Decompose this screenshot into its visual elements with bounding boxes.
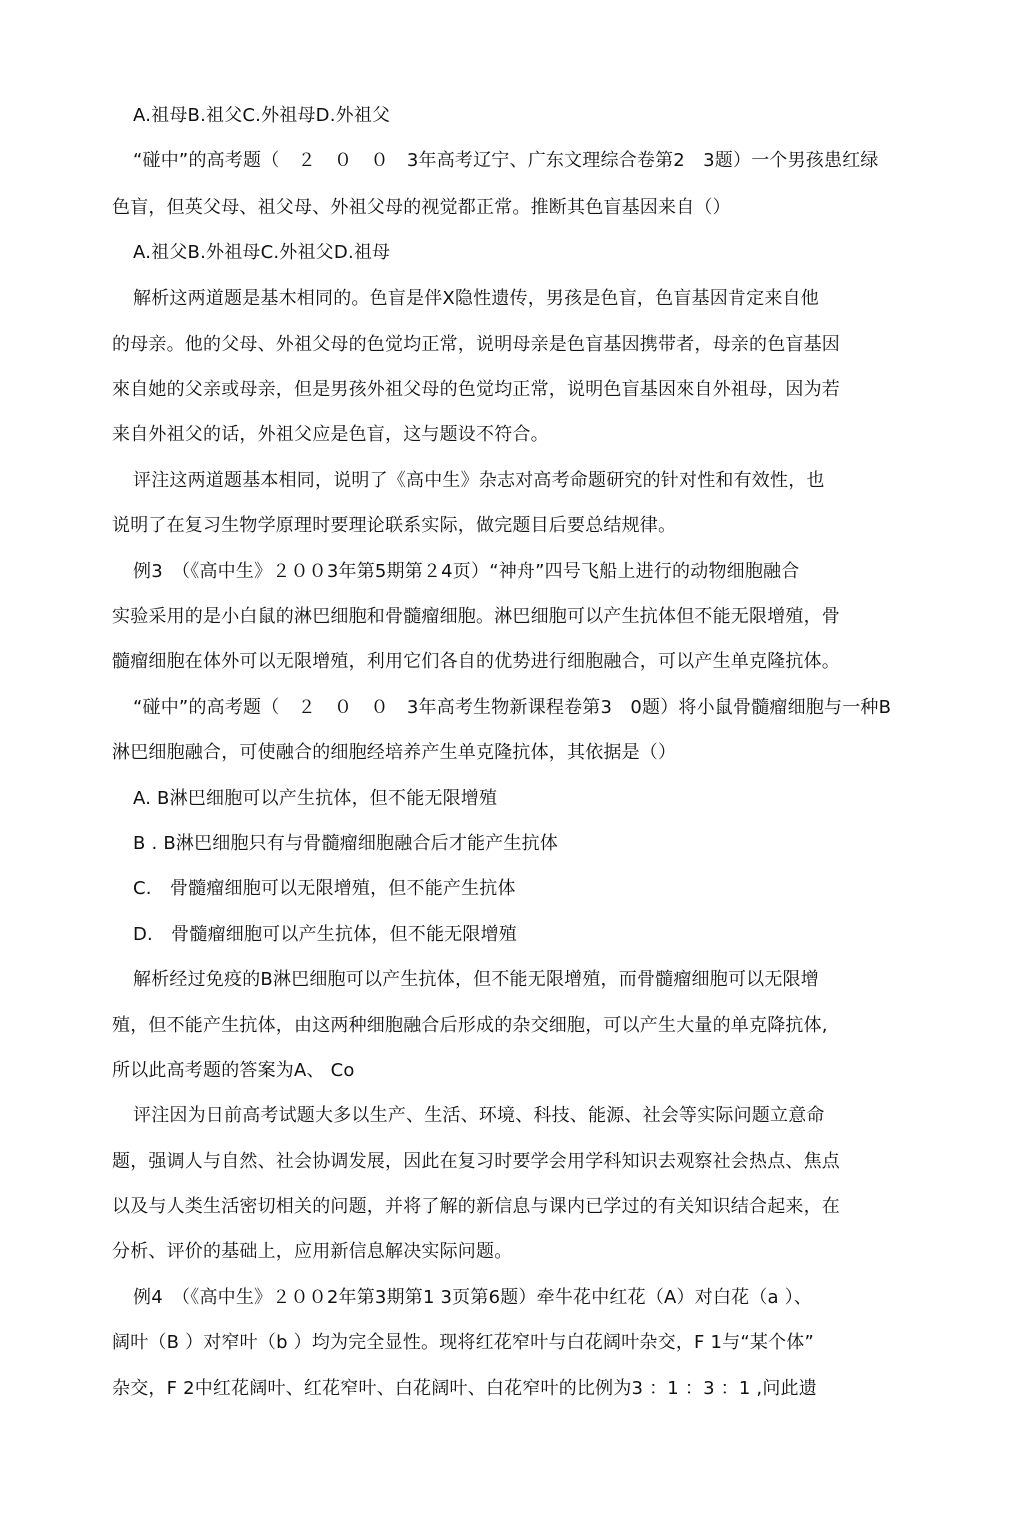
example-line: 髓瘤细胞在体外可以无限增殖，利用它们各自的优势进行细胞融合，可以产生单克隆抗体。: [112, 651, 840, 672]
question-line: “碰中”的高考题（ ２ ０ ０ 3年高考生物新课程卷第3 0题）将小鼠骨髓瘤细胞与一种B: [133, 697, 892, 718]
comment-line: 以及与人类生活密切相关的问题，并将了解的新信息与课内已学过的有关知识结合起来，在: [112, 1196, 840, 1217]
question-line: 色盲，但英父母、祖父母、外祖父母的视觉都正常。推断其色盲基因来自（）: [112, 197, 731, 218]
analysis-line: 所以此高考题的答案为A、 Co: [112, 1060, 355, 1081]
option-line: B . B淋巴细胞只有与骨髓瘤细胞融合后才能产生抗体: [133, 833, 559, 854]
comment-line: 评注因为日前高考试题大多以生产、生活、环境、科技、能源、社会等实际问题立意命: [133, 1105, 825, 1126]
example-line: 杂交，F 2中红花阔叶、红花窄叶、白花阔叶、白花窄叶的比例为3 ：1 ：3 ：1 ,问此遗: [112, 1378, 817, 1399]
question-line: 淋巴细胞融合，可使融合的细胞经培养产生单克隆抗体，其依据是（）: [112, 742, 677, 763]
option-line: A. B淋巴细胞可以产生抗体，但不能无限增殖: [133, 788, 498, 809]
comment-line: 分析、评价的基础上，应用新信息解决实际问题。: [112, 1241, 513, 1262]
example-line: 实验采用的是小白鼠的淋巴细胞和骨髓瘤细胞。淋巴细胞可以产生抗体但不能无限增殖，骨: [112, 606, 840, 627]
option-line: C. 骨髓瘤细胞可以无限增殖，但不能产生抗体: [133, 878, 516, 899]
example-line: 例4 （《高中生》２００2年第3期第1 3页第6题）牵牛花中红花（A）对白花（a ）、: [133, 1287, 813, 1308]
option-line: A.祖母B.祖父C.外祖母D.外祖父: [133, 105, 391, 126]
analysis-line: 來自她的父亲或母亲，但是男孩外祖父母的色觉均正常，说明色盲基因來自外祖母，因为若: [112, 379, 840, 400]
analysis-line: 解析这两道题是基木相同的。色盲是伴X隐性遗传，男孩是色盲，色盲基因肯定来自他: [133, 288, 819, 309]
analysis-line: 来自外祖父的话，外祖父应是色盲，这与题设不符合。: [112, 424, 549, 445]
comment-line: 说明了在复习生物学原理时要理论联系实际，做完题目后要总结规律。: [112, 515, 677, 536]
analysis-line: 的母亲。他的父母、外祖父母的色觉均正常，说明母亲是色盲基因携带者，母亲的色盲基因: [112, 334, 840, 355]
option-line: A.祖父B.外祖母C.外祖父D.祖母: [133, 242, 391, 263]
question-line: “碰中”的高考题（ ２ ０ ０ 3年高考辽宁、广东文理综合卷第2 3题）一个男孩患红绿: [133, 150, 879, 171]
example-line: 阔叶（B ）对窄叶（b ）均为完全显性。现将红花窄叶与白花阔叶杂交，F 1与“某个体”: [112, 1332, 814, 1353]
option-line: D. 骨髓瘤细胞可以产生抗体，但不能无限增殖: [133, 924, 517, 945]
comment-line: 评注这两道题基本相同，说明了《高中生》杂志对高考命题研究的针对性和有效性，也: [133, 470, 825, 491]
analysis-line: 殖，但不能产生抗体，由这两种细胞融合后形成的杂交细胞，可以产生大量的单克降抗体,: [112, 1015, 828, 1036]
comment-line: 题，强调人与自然、社会协调发展，因此在复习时要学会用学科知识去观察社会热点、焦点: [112, 1151, 840, 1172]
analysis-line: 解析经过免疫的B淋巴细胞可以产生抗体，但不能无限增殖，而骨髓瘤细胞可以无限增: [133, 969, 819, 990]
example-line: 例3 （《高中生》２００3年第5期第２4页）“神舟”四号飞船上进行的动物细胞融合: [133, 561, 800, 582]
